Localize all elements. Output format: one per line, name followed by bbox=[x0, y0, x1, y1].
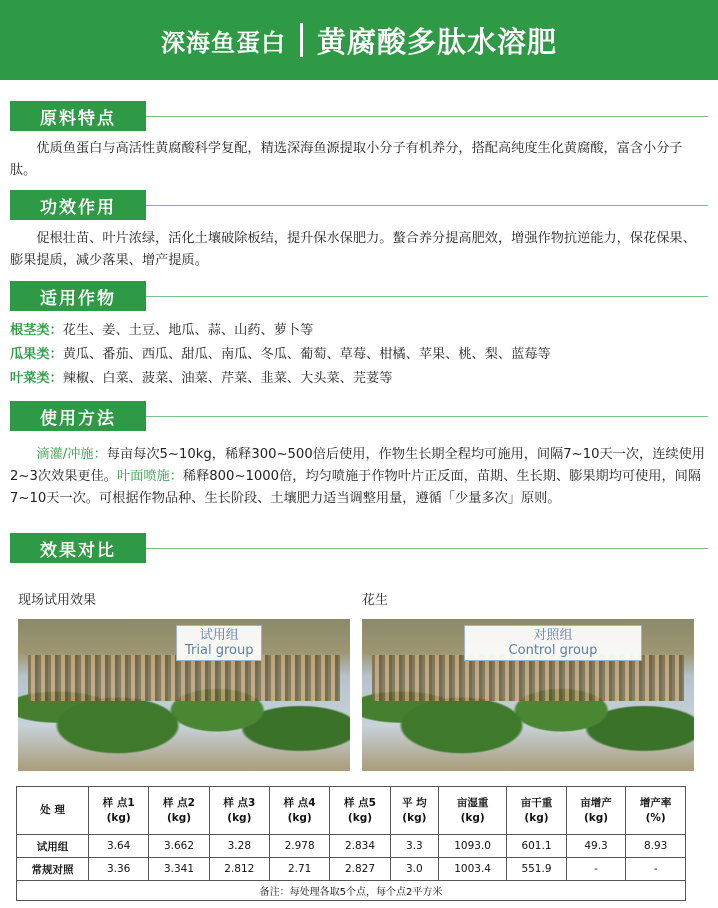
crop-items: 辣椒、白菜、菠菜、油菜、芹菜、韭菜、大头菜、芫荽等 bbox=[62, 371, 393, 386]
table-cell: 49.3 bbox=[566, 835, 626, 858]
col-header: 样 点5 (kg) bbox=[330, 787, 390, 835]
col-header: 样 点1 (kg) bbox=[89, 787, 149, 835]
usage-description bbox=[10, 444, 708, 510]
table-cell: 3.662 bbox=[149, 835, 209, 858]
banner-divider bbox=[300, 23, 303, 57]
yield-comparison-table bbox=[16, 786, 686, 901]
section-heading-effect: 功效作用 bbox=[10, 190, 146, 220]
table-header-row bbox=[17, 787, 686, 835]
row-label: 常规对照 bbox=[17, 858, 89, 881]
drip-text: 每亩每次5~10kg，稀释300~500倍后使用，作物生长期全程均可施用，间隔7~10天一次，连续使用2~3次效果更佳。 bbox=[10, 447, 705, 484]
table-cell: 2.978 bbox=[269, 835, 329, 858]
col-header: 样 点4 (kg) bbox=[269, 787, 329, 835]
table-cell: 2.834 bbox=[330, 835, 390, 858]
table-note: 备注：每处理各取5个点，每个点2平方米 bbox=[17, 881, 686, 901]
trial-group-photo bbox=[18, 619, 350, 771]
table-cell: 3.36 bbox=[89, 858, 149, 881]
col-header: 样 点2 (kg) bbox=[149, 787, 209, 835]
table-cell: 3.3 bbox=[390, 835, 438, 858]
crop-row-fruit bbox=[10, 344, 708, 366]
control-group-photo bbox=[362, 619, 694, 771]
crop-row-leaf bbox=[10, 368, 708, 390]
table-cell: 551.9 bbox=[507, 858, 567, 881]
crop-label: 根茎类： bbox=[10, 323, 63, 338]
crop-label: 叶菜类： bbox=[10, 371, 63, 386]
table-cell: - bbox=[626, 858, 686, 881]
table-cell: 2.827 bbox=[330, 858, 390, 881]
photo-caption-right: 花生 bbox=[362, 593, 389, 608]
crop-label: 瓜果类： bbox=[10, 347, 63, 362]
table-cell: 2.71 bbox=[269, 858, 329, 881]
table-cell: 1093.0 bbox=[439, 835, 507, 858]
effect-description: 促根壮苗、叶片浓绿，活化土壤破除板结，提升保水保肥力。螯合养分提高肥效，增强作物抗逆能力，保花保果、膨果提质，减少落果、增产提质。 bbox=[10, 231, 696, 268]
section-heading-crops: 适用作物 bbox=[10, 281, 146, 311]
title-banner bbox=[0, 0, 718, 80]
table-cell: 3.341 bbox=[149, 858, 209, 881]
table-note-row bbox=[17, 881, 686, 901]
photo-caption-left: 现场试用效果 bbox=[18, 593, 97, 608]
crop-row-root bbox=[10, 320, 708, 342]
trial-group-tag bbox=[176, 625, 262, 661]
table-cell: 8.93 bbox=[626, 835, 686, 858]
banner-title: 黄腐酸多肽水溶肥 bbox=[316, 24, 557, 59]
section-heading-usage: 使用方法 bbox=[10, 401, 146, 431]
control-tag-en: Control group bbox=[508, 643, 598, 658]
col-header: 亩干重 (kg) bbox=[507, 787, 567, 835]
table-cell: - bbox=[566, 858, 626, 881]
trial-tag-en: Trial group bbox=[185, 643, 254, 658]
section-heading-compare: 效果对比 bbox=[10, 533, 146, 563]
control-tag-cn: 对照组 bbox=[533, 628, 573, 643]
table-cell: 1003.4 bbox=[439, 858, 507, 881]
table-cell: 2.812 bbox=[209, 858, 269, 881]
row-label: 试用组 bbox=[17, 835, 89, 858]
foliar-text: 稀释800~1000倍，均匀喷施于作物叶片正反面，苗期、生长期、膨果期均可使用，间隔7~10天一次。可根据作物品种、生长阶段、土壤肥力适当调整用量，遵循「少量多次」原则。 bbox=[10, 469, 702, 506]
drip-label: 滴灌/冲施： bbox=[36, 447, 107, 462]
crop-items: 花生、姜、土豆、地瓜、蒜、山药、萝卜等 bbox=[62, 323, 314, 338]
table-cell: 601.1 bbox=[507, 835, 567, 858]
col-header: 亩湿重 (kg) bbox=[439, 787, 507, 835]
table-cell: 3.64 bbox=[89, 835, 149, 858]
table-row bbox=[17, 858, 686, 881]
peanut-plants bbox=[28, 655, 340, 701]
crop-items: 黄瓜、番茄、西瓜、甜瓜、南瓜、冬瓜、葡萄、草莓、柑橘、苹果、桃、梨、蓝莓等 bbox=[62, 347, 551, 362]
table-cell: 3.28 bbox=[209, 835, 269, 858]
col-header: 处 理 bbox=[17, 787, 89, 835]
banner-brand: 深海鱼蛋白 bbox=[160, 28, 286, 57]
raw-description: 优质鱼蛋白与高活性黄腐酸科学复配，精选深海鱼源提取小分子有机养分，搭配高纯度生化黄腐酸，富含小分子肽。 bbox=[10, 141, 683, 178]
peanut-plants bbox=[372, 655, 684, 701]
trial-tag-cn: 试用组 bbox=[199, 628, 239, 643]
col-header: 平 均 (kg) bbox=[390, 787, 438, 835]
table-row bbox=[17, 835, 686, 858]
control-group-tag bbox=[464, 625, 642, 661]
col-header: 增产率 (%) bbox=[626, 787, 686, 835]
section-heading-raw: 原料特点 bbox=[10, 101, 146, 131]
foliar-label: 叶面喷施： bbox=[116, 469, 183, 484]
col-header: 亩增产 (kg) bbox=[566, 787, 626, 835]
table-cell: 3.0 bbox=[390, 858, 438, 881]
col-header: 样 点3 (kg) bbox=[209, 787, 269, 835]
